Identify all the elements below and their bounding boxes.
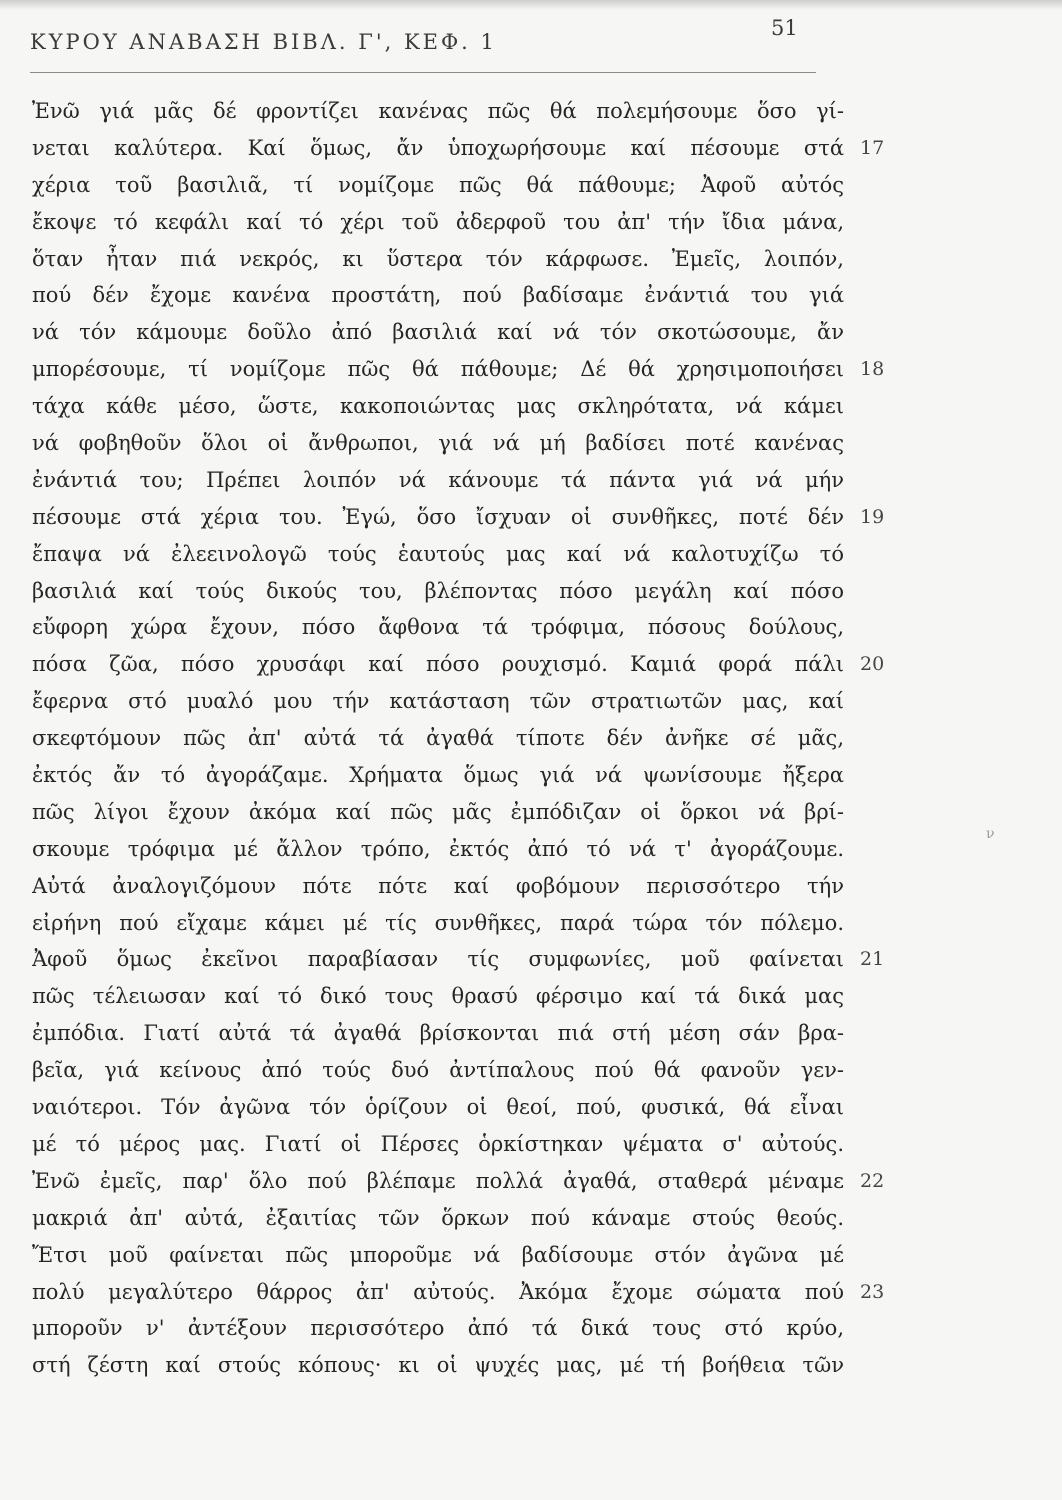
line-text: μακριά ἀπ' αὐτά, ἐξαιτίας τῶν ὅρκων πού κάναμε στούς θεούς. [32,1205,844,1230]
line-text: πῶς λίγοι ἔχουν ἀκόμα καί πῶς μᾶς ἐμπόδιζαν οἱ ὅρκοι νά βρί- [32,799,844,824]
line-text: νά τόν κάμουμε δοῦλο ἀπό βασιλιά καί νά τόν σκοτώσουμε, ἄν [32,320,844,345]
text-line [32,720,912,757]
text-line [32,1052,912,1089]
line-text: Ἔτσι μοῦ φαίνεται πῶς μποροῦμε νά βαδίσουμε στόν ἀγῶνα μέ [32,1242,844,1267]
section-number: 22 [860,1169,885,1192]
line-text: Ἀφοῦ ὅμως ἐκεῖνοι παραβίασαν τίς συμφωνίες, μοῦ φαίνεται [32,947,844,972]
text-line [32,609,912,646]
line-text: μέ τό μέρος μας. Γιατί οἱ Πέρσες ὁρκίστηκαν ψέματα σ' αὐτούς. [32,1131,844,1156]
text-line [32,462,912,499]
text-line [32,831,912,868]
scan-edge-shadow [0,0,1062,10]
text-line [32,130,912,167]
text-line [32,93,912,130]
line-text: ἔπαψα νά ἐλεεινολογῶ τούς ἑαυτούς μας καί νά καλοτυχίζω τό [32,541,844,566]
line-text: νά φοβηθοῦν ὅλοι οἱ ἄνθρωποι, γιά νά μή βαδίσει ποτέ κανένας [32,431,844,456]
header-rule [30,72,816,73]
line-text: ἔφερνα στό μυαλό μου τήν κατάσταση τῶν στρατιωτῶν μας, καί [32,689,844,714]
line-text: ὅταν ἦταν πιά νεκρός, κι ὕστερα τόν κάρφωσε. Ἐμεῖς, λοιπόν, [32,246,844,271]
text-line [32,204,912,241]
text-line [32,499,912,536]
line-text: ἐκτός ἄν τό ἀγοράζαμε. Χρήματα ὅμως γιά νά ψωνίσουμε ἤξερα [32,763,844,788]
line-text: σκεφτόμουν πῶς ἀπ' αὐτά τά ἀγαθά τίποτε δέν ἀνῆκε σέ μᾶς, [32,726,844,751]
running-head: ΚΥΡΟΥ ΑΝΑΒΑΣΗ ΒΙΒΛ. Γ', ΚΕΦ. 1 [30,30,497,54]
line-text: Ἐνῶ γιά μᾶς δέ φροντίζει κανένας πῶς θά πολεμήσουμε ὅσο γί- [32,99,844,123]
text-line [32,794,912,831]
text-line [32,425,912,462]
text-line [32,241,912,278]
text-line [32,1089,912,1126]
text-line [32,1347,912,1384]
line-text: τάχα κάθε μέσο, ὥστε, κακοποιώντας μας σκληρότατα, νά κάμει [32,394,844,419]
text-line [32,1015,912,1052]
body-text [32,93,912,1384]
text-line [32,646,912,683]
text-line [32,573,912,610]
text-line [32,1237,912,1274]
text-line [32,388,912,425]
line-text: ἔκοψε τό κεφάλι καί τό χέρι τοῦ ἀδερφοῦ του ἀπ' τήν ἴδια μάνα, [32,209,844,234]
text-line [32,683,912,720]
line-text: εἰρήνη πού εἴχαμε κάμει μέ τίς συνθῆκες, παρά τώρα τόν πόλεμο. [32,910,844,935]
section-number: 23 [860,1280,885,1303]
line-text: νεται καλύτερα. Καί ὅμως, ἄν ὑποχωρήσουμε καί πέσουμε στά [32,135,844,160]
text-line [32,536,912,573]
section-number: 19 [860,505,885,528]
text-line [32,277,912,314]
text-line [32,314,912,351]
line-text: σκουμε τρόφιμα μέ ἄλλον τρόπο, ἐκτός ἀπό τό νά τ' ἀγοράζουμε. [32,836,844,861]
line-text: Αὐτά ἀναλογιζόμουν πότε πότε καί φοβόμουν περισσότερο τήν [32,873,844,898]
line-text: μπορέσουμε, τί νομίζομε πῶς θά πάθουμε; Δέ θά χρησιμοποιήσει [32,357,844,382]
line-text: χέρια τοῦ βασιλιᾶ, τί νομίζομε πῶς θά πάθουμε; Ἀφοῦ αὐτός [32,172,844,197]
line-text: εὔφορη χώρα ἔχουν, πόσο ἄφθονα τά τρόφιμα, πόσους δούλους, [32,615,844,640]
line-text: στή ζέστη καί στούς κόπους· κι οἱ ψυχές μας, μέ τή βοήθεια τῶν [32,1353,844,1378]
section-number: 21 [860,948,885,971]
line-text: πόσα ζῶα, πόσο χρυσάφι καί πόσο ρουχισμό. Καμιά φορά πάλι [32,652,844,677]
text-line [32,1200,912,1237]
text-line [32,757,912,794]
line-text: πού δέν ἔχομε κανένα προστάτη, πού βαδίσαμε ἐνάντιά του γιά [32,283,844,308]
text-line [32,1163,912,1200]
line-text: ἐνάντιά του; Πρέπει λοιπόν νά κάνουμε τά πάντα γιά νά μήν [32,467,844,492]
text-line [32,978,912,1015]
section-number: 17 [860,136,885,159]
text-line [32,1310,912,1347]
margin-mark: ν [986,826,995,842]
line-text: πῶς τέλειωσαν καί τό δικό τους θρασύ φέρσιμο καί τά δικά μας [32,984,844,1009]
section-number: 18 [860,358,885,381]
line-text: πολύ μεγαλύτερο θάρρος ἀπ' αὐτούς. Ἀκόμα ἔχομε σώματα πού [32,1279,844,1304]
line-text: βεῖα, γιά κείνους ἀπό τούς δυό ἀντίπαλους πού θά φανοῦν γεν- [32,1058,844,1083]
text-line [32,351,912,388]
line-text: πέσουμε στά χέρια του. Ἐγώ, ὅσο ἴσχυαν οἱ συνθῆκες, ποτέ δέν [32,504,844,529]
line-text: Ἐνῶ ἐμεῖς, παρ' ὅλο πού βλέπαμε πολλά ἀγαθά, σταθερά μέναμε [32,1168,844,1193]
line-text: βασιλιά καί τούς δικούς του, βλέποντας πόσο μεγάλη καί πόσο [32,578,844,603]
section-number: 20 [860,653,885,676]
line-text: ναιότεροι. Τόν ἀγῶνα τόν ὁρίζουν οἱ θεοί, πού, φυσικά, θά εἶναι [32,1095,844,1120]
text-line [32,868,912,905]
text-line [32,905,912,942]
text-line [32,167,912,204]
page-number: 51 [771,16,798,40]
line-text: ἐμπόδια. Γιατί αὐτά τά ἀγαθά βρίσκονται πιά στή μέση σάν βρα- [32,1021,844,1046]
line-text: μποροῦν ν' ἀντέξουν περισσότερο ἀπό τά δικά τους στό κρύο, [32,1316,844,1341]
text-line [32,1274,912,1311]
text-line [32,1126,912,1163]
text-line [32,941,912,978]
